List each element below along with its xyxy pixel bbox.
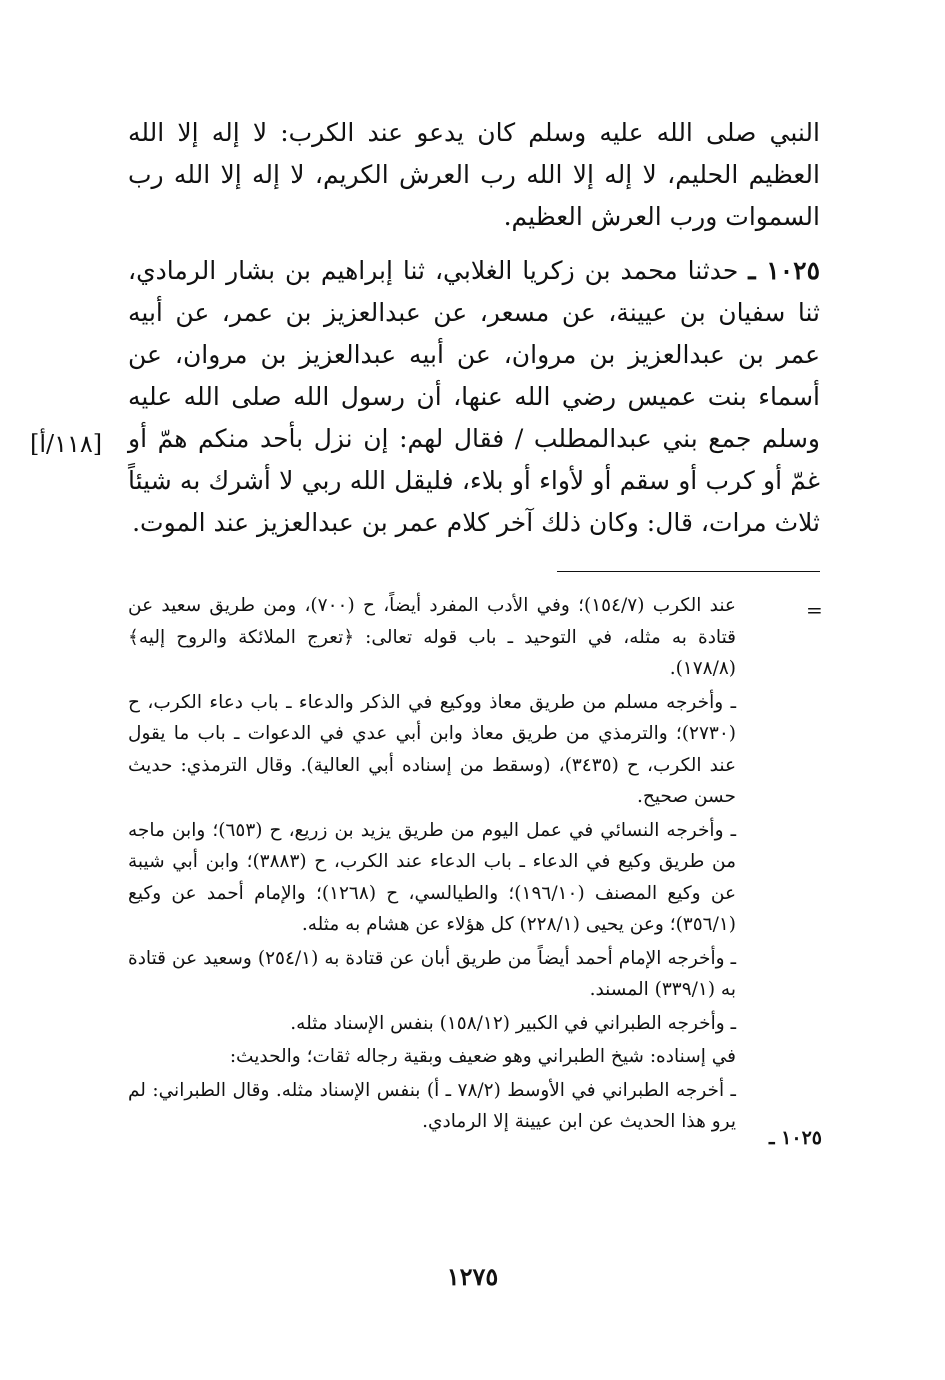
footnote-paragraph-1: عند الكرب (١٥٤/٧)؛ وفي الأدب المفرد أيضاً، ح (٧٠٠)، ومن طريق سعيد عن قتادة به مثله، في التوحيد ـ باب قوله تعالى: ﴿تعرج الملائكة والروح إليه﴾ (١٧٨/٨). [128,595,736,679]
footnote-paragraph-2: ـ وأخرجه مسلم من طريق معاذ ووكيع في الذكر والدعاء ـ باب دعاء الكرب، ح (٢٧٣٠)؛ والترمذي من طريق معاذ وابن أبي عدي في الدعوات ـ باب ما يقول عند الكرب، ح (٣٤٣٥)، (وسقط من إسناده أبي العالية). وقال الترمذي: حديث حسن صحيح. [128,691,736,807]
hadith-text: حدثنا محمد بن زكريا الغلابي، ثنا إبراهيم بن بشار الرمادي، ثنا سفيان بن عيينة، عن مسعر، عن عبدالعزيز بن عمر، عن أبيه عمر بن عبدالعزيز بن مروان، عن أبيه عبدالعزيز بن مروان، عن أسماء بنت عميس رضي الله عنها، أن رسول الله صلى الله عليه وسلم جمع بني عبدالمطلب / فقال لهم: إن نزل بأحد منكم همّ أو غمّ أو كرب أو سقم أو لأواء أو بلاء، فليقل الله ربي لا أشرك به شيئاً ثلاث مرات، قال: وكان ذلك آخر كلام عمر بن عبدالعزيز عند الموت. [128,256,820,537]
footnotes [128,590,736,1140]
main-text [128,112,820,556]
page-number: ١٢٧٥ [446,1262,499,1291]
main-paragraph-1: النبي صلى الله عليه وسلم كان يدعو عند الكرب: لا إله إلا الله العظيم الحليم، لا إله إلا الله رب العرش الكريم، لا إله إلا الله رب السموات ورب العرش العظيم. [128,118,820,231]
main-paragraph-2 [128,250,820,544]
footnote-paragraph-4: ـ وأخرجه الإمام أحمد أيضاً من طريق أبان عن قتادة به (٢٥٤/١) وسعيد عن قتادة به (٣٣٩/١) المسند. [128,947,736,1000]
footnote-divider [557,571,820,572]
hadith-number: ١٠٢٥ ـ [748,256,820,285]
footnote-paragraph-7: ـ أخرجه الطبراني في الأوسط (٧٨/٢ ـ أ) بنفس الإسناد مثله. وقال الطبراني: لم يرو هذا الحديث عن ابن عيينة إلا الرمادي. [128,1079,736,1132]
footnote-hadith-number: ١٠٢٥ ـ [768,1127,822,1149]
footnote-paragraph-6: في إسناده: شيخ الطبراني وهو ضعيف وبقية رجاله ثقات؛ والحديث: [229,1046,736,1067]
manuscript-folio-reference: [١١٨/أ] [30,430,103,458]
footnote-continuation-mark: = [806,598,823,622]
footnote-paragraph-3: ـ وأخرجه النسائي في عمل اليوم من طريق يزيد بن زريع، ح (٦٥٣)؛ وابن ماجه من طريق وكيع في الدعاء ـ باب الدعاء عند الكرب، ح (٣٨٨٣)؛ وابن أبي شيبة عن وكيع المصنف (١٩٦/١٠)؛ والطيالسي، ح (١٢٦٨)؛ والإمام أحمد عن وكيع (٣٥٦/١)؛ وعن يحيى (٢٢٨/١) كل هؤلاء عن هشام به مثله. [128,819,736,935]
footnote-paragraph-5: ـ وأخرجه الطبراني في الكبير (١٥٨/١٢) بنفس الإسناد مثله. [290,1012,736,1034]
